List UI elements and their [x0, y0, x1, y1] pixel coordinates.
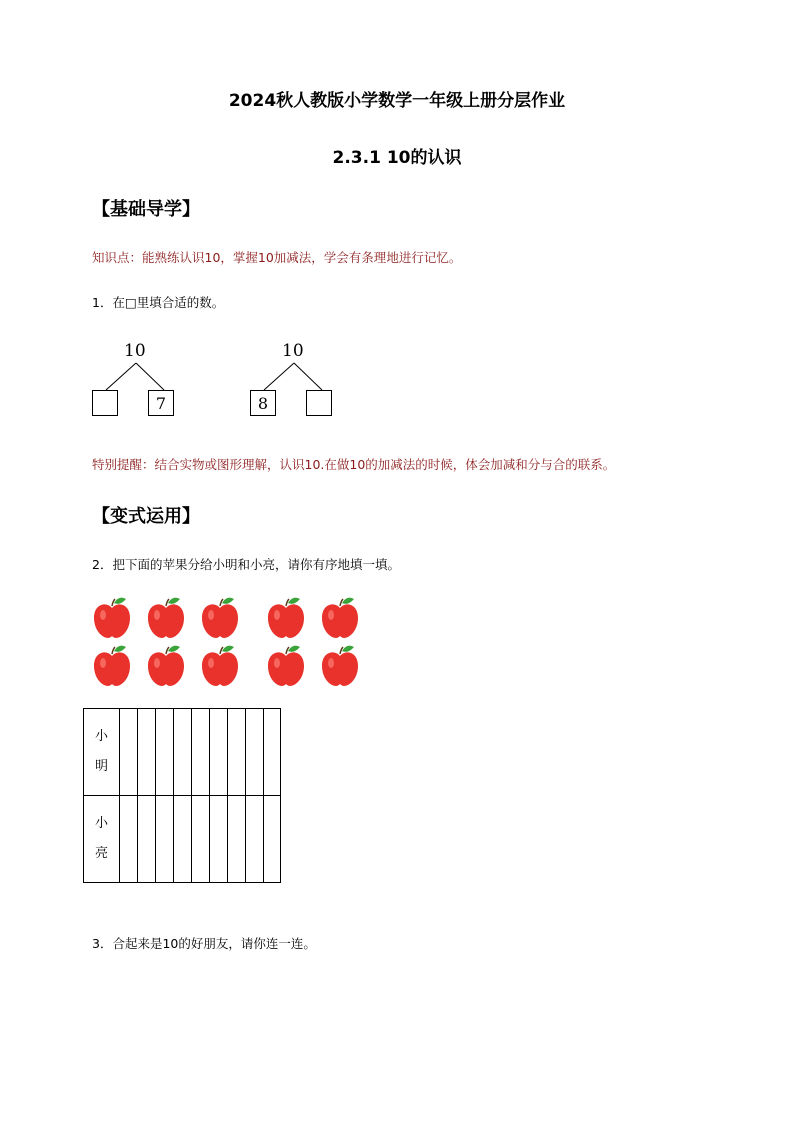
fill-cell[interactable]	[156, 796, 174, 883]
fill-cell[interactable]	[210, 709, 228, 796]
diagram-1-total: 10	[124, 341, 146, 361]
fill-cell[interactable]	[192, 709, 210, 796]
diagram-1-left-box[interactable]	[92, 390, 118, 416]
apples-illustration	[92, 596, 372, 691]
section-heading-basic: 【基础导学】	[92, 199, 200, 220]
fill-cell[interactable]	[138, 796, 156, 883]
apple-icon	[268, 646, 304, 686]
fill-cell[interactable]	[120, 796, 138, 883]
row-name-char: 亮	[94, 846, 108, 861]
knowledge-point: 知识点：能熟练认识10，掌握10加减法，学会有条理地进行记忆。	[92, 250, 462, 265]
row-name-char: 明	[94, 759, 108, 774]
apple-icon	[322, 598, 358, 638]
diagram-2-total: 10	[282, 341, 304, 361]
fill-cell[interactable]	[264, 709, 281, 796]
question-1: 1．在□里填合适的数。	[92, 295, 225, 310]
row-name-char: 小	[94, 729, 108, 744]
fill-cell[interactable]	[174, 796, 192, 883]
fill-cell[interactable]	[138, 709, 156, 796]
fill-cell[interactable]	[264, 796, 281, 883]
apple-icon	[322, 646, 358, 686]
row-name-cell	[84, 796, 120, 883]
table-row	[84, 709, 281, 796]
page-title: 2024秋人教版小学数学一年级上册分层作业	[228, 91, 566, 111]
fill-cell[interactable]	[246, 796, 264, 883]
fill-cell[interactable]	[192, 796, 210, 883]
row-name-cell	[84, 709, 120, 796]
apple-icon	[202, 598, 238, 638]
table-row	[84, 796, 281, 883]
special-tip: 特别提醒：结合实物或图形理解，认识10.在做10的加减法的时候，体会加减和分与合的联系。	[92, 457, 616, 472]
row-name-char: 小	[94, 816, 108, 831]
fill-cell[interactable]	[246, 709, 264, 796]
fill-cell[interactable]	[228, 796, 246, 883]
question-3: 3．合起来是10的好朋友，请你连一连。	[92, 936, 316, 951]
diagram-2-right-box[interactable]	[306, 390, 332, 416]
fill-cell[interactable]	[156, 709, 174, 796]
page-subtitle: 2.3.1 10的认识	[332, 148, 462, 168]
apple-icon	[268, 598, 304, 638]
question-2: 2．把下面的苹果分给小明和小亮，请你有序地填一填。	[92, 557, 400, 572]
fill-cell[interactable]	[210, 796, 228, 883]
apple-icon	[202, 646, 238, 686]
split-diagram-2	[250, 340, 340, 420]
apple-fill-table	[83, 708, 281, 883]
apple-icon	[148, 598, 184, 638]
fill-cell[interactable]	[120, 709, 138, 796]
apple-icon	[94, 598, 130, 638]
apple-icon	[94, 646, 130, 686]
fill-cell[interactable]	[174, 709, 192, 796]
fill-cell[interactable]	[228, 709, 246, 796]
apple-group	[92, 596, 372, 691]
split-diagram-1	[92, 340, 182, 420]
section-heading-variant: 【变式运用】	[92, 506, 200, 527]
apple-icon	[148, 646, 184, 686]
diagram-1-right-box[interactable]: 7	[148, 390, 174, 416]
diagram-2-left-box[interactable]: 8	[250, 390, 276, 416]
